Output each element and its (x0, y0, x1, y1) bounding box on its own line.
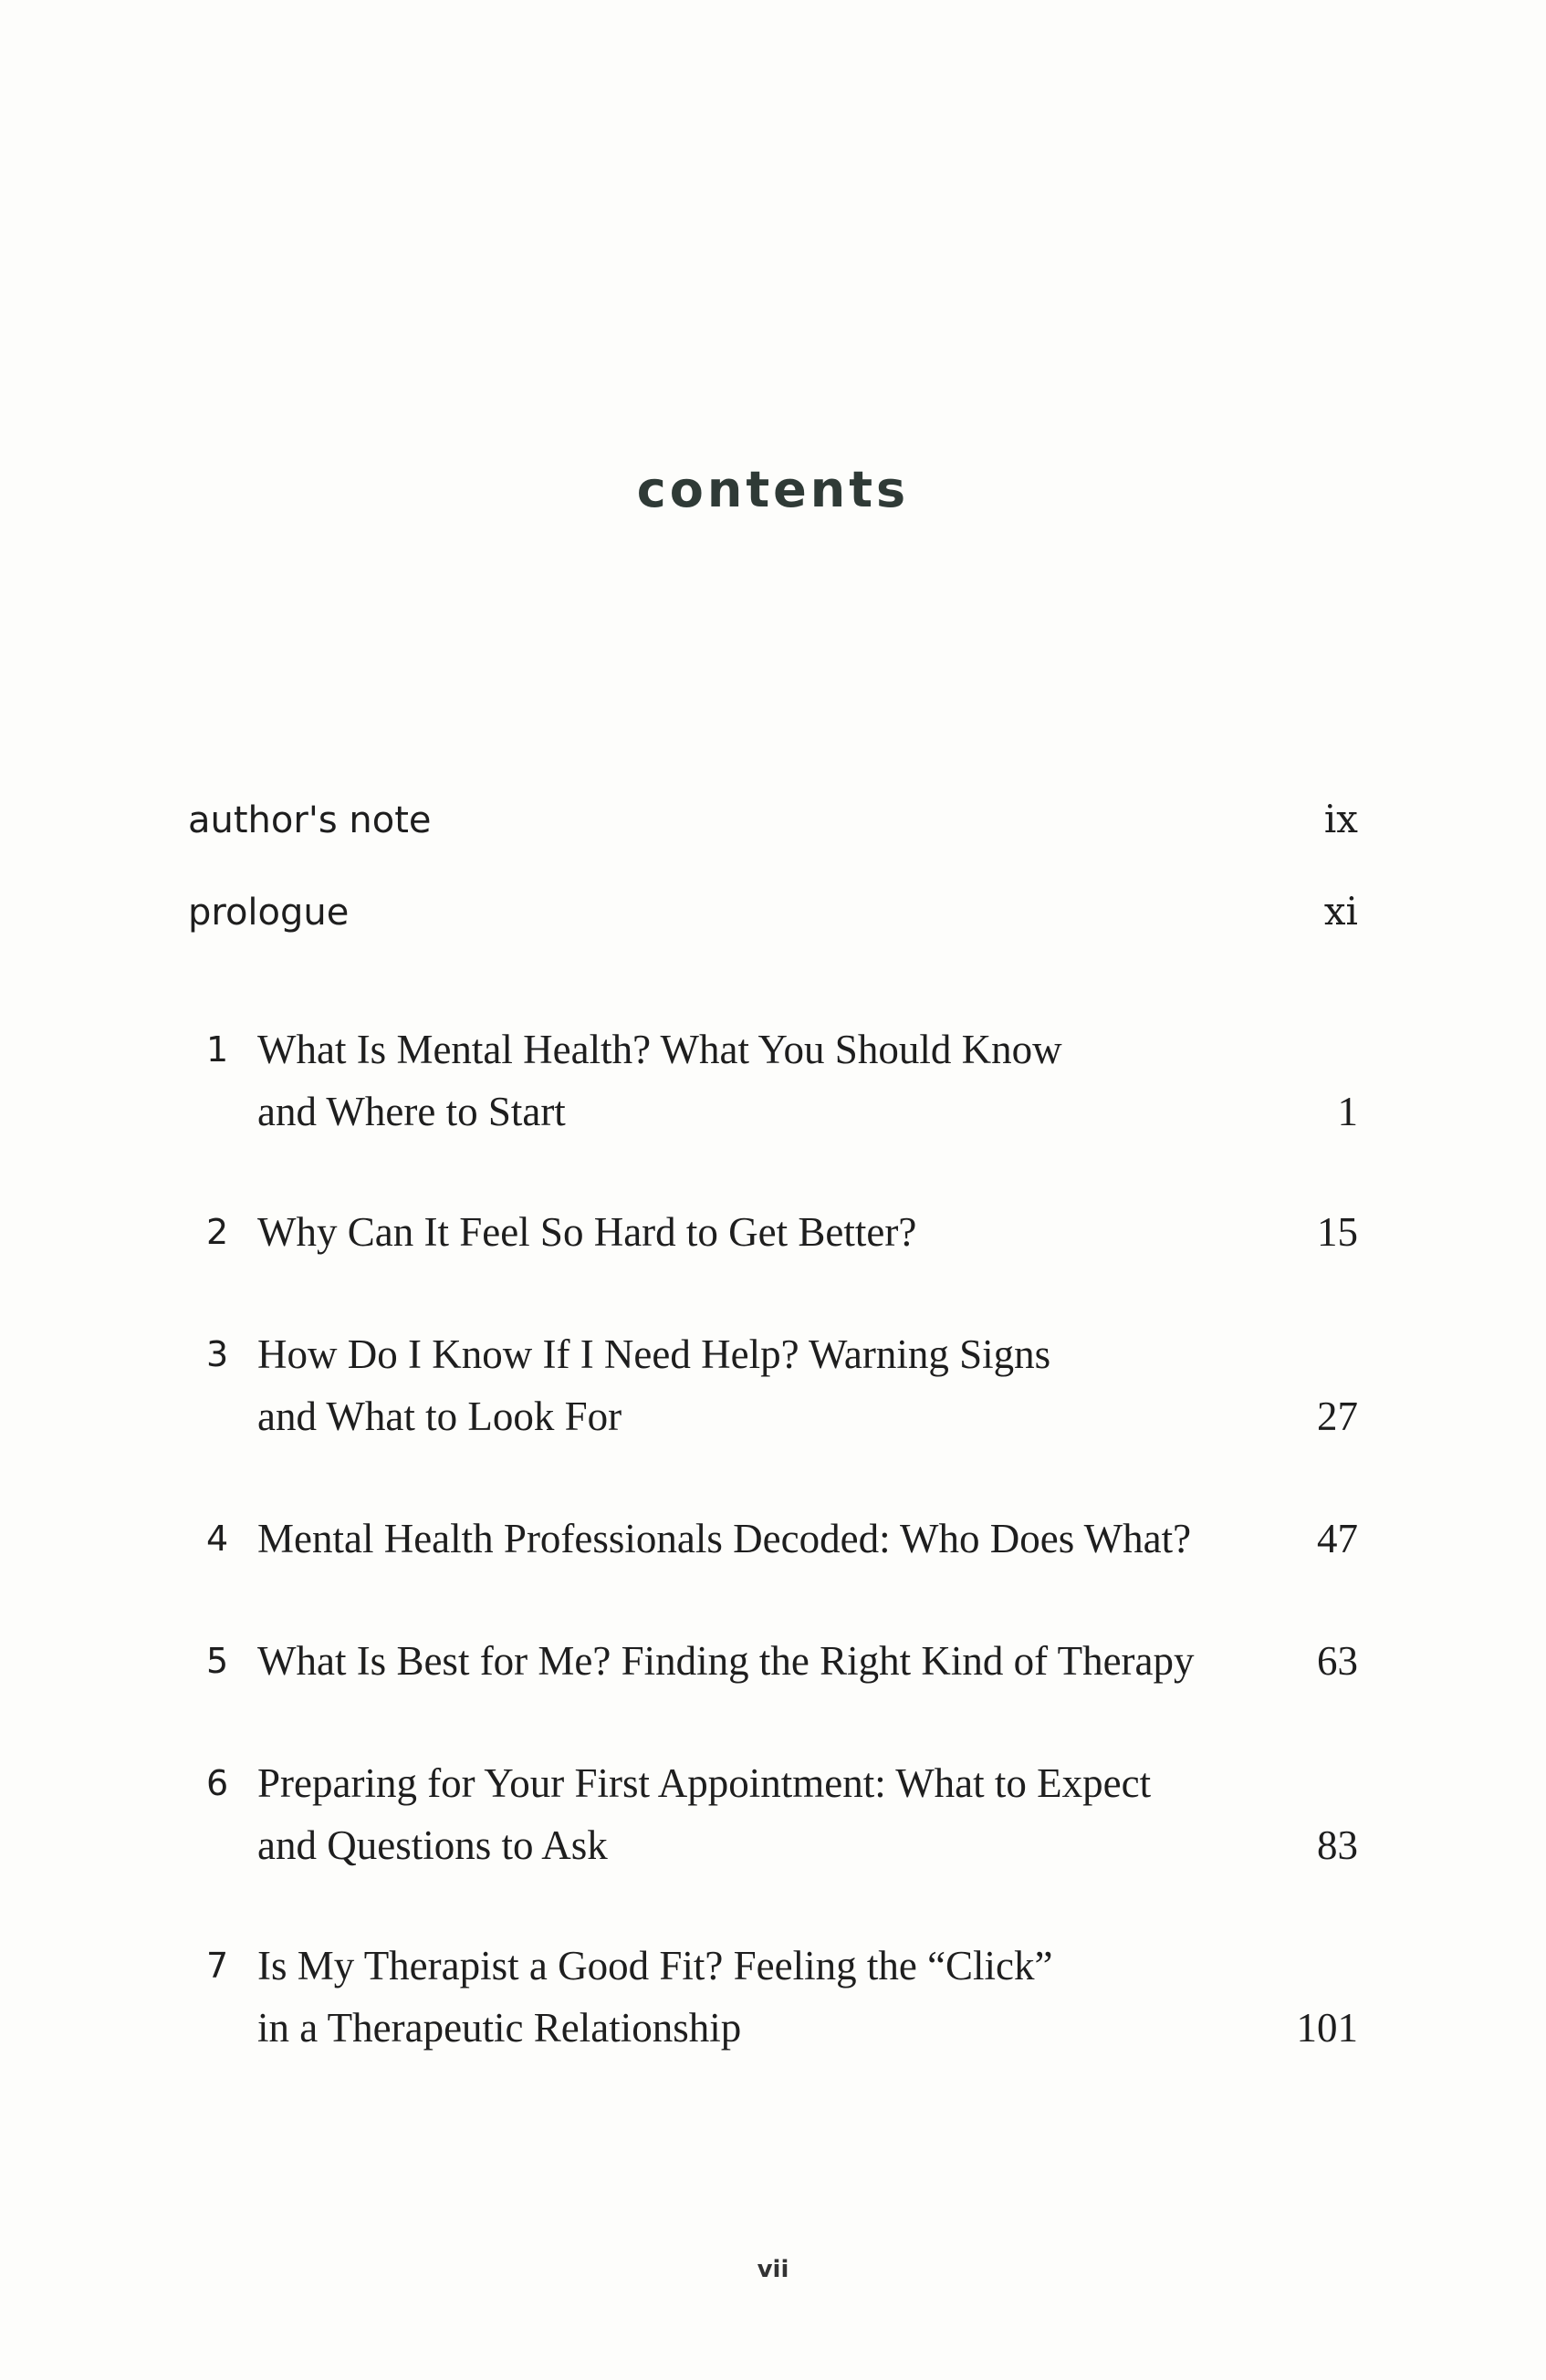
chapter-title-line: Is My Therapist a Good Fit? Feeling the “Click” (257, 1943, 1053, 1989)
toc-entry-prologue (188, 870, 1358, 934)
chapter-number: 6 (206, 1763, 229, 1803)
chapter-number: 3 (206, 1334, 229, 1374)
toc-chapter-2 (206, 1201, 1358, 1263)
chapter-title (257, 1323, 1289, 1447)
page-folio: vii (757, 2256, 789, 2283)
toc-chapter-4 (206, 1508, 1358, 1570)
chapter-page: 83 (1317, 1822, 1358, 1868)
chapter-title (257, 1508, 1289, 1570)
chapter-title (257, 1018, 1289, 1143)
chapter-page: 63 (1317, 1638, 1358, 1684)
toc-chapter-3 (206, 1323, 1358, 1447)
page-title: contents (636, 461, 910, 518)
chapter-title (257, 1752, 1289, 1876)
chapter-title (257, 1935, 1289, 2059)
chapter-title-line: Preparing for Your First Appointment: What to Expect (257, 1760, 1152, 1806)
chapter-title-line: and Questions to Ask (257, 1822, 608, 1868)
chapter-number: 5 (206, 1641, 229, 1681)
toc-chapter-1 (206, 1018, 1358, 1143)
chapter-title-line: and What to Look For (257, 1394, 622, 1439)
chapter-title-line: and Where to Start (257, 1089, 566, 1134)
toc-entry-authors-note (188, 778, 1358, 841)
chapter-number: 1 (206, 1029, 229, 1070)
toc-entry-label: author's note (188, 799, 432, 841)
toc-chapter-6 (206, 1752, 1358, 1876)
chapter-title-line: What Is Mental Health? What You Should Know (257, 1027, 1062, 1072)
chapter-title-line: What Is Best for Me? Finding the Right Kind of Therapy (257, 1638, 1195, 1684)
chapter-page: 101 (1296, 2005, 1358, 2051)
chapter-page: 15 (1317, 1209, 1358, 1255)
chapter-title-line: How Do I Know If I Need Help? Warning Signs (257, 1331, 1051, 1377)
chapter-title (257, 1630, 1289, 1692)
chapter-page: 1 (1337, 1089, 1358, 1134)
chapter-number: 4 (206, 1519, 229, 1559)
chapter-number: 2 (206, 1212, 229, 1252)
chapter-page: 27 (1317, 1394, 1358, 1439)
toc-chapter-7 (206, 1935, 1358, 2059)
chapter-title-line: in a Therapeutic Relationship (257, 2005, 742, 2051)
chapter-title-line: Mental Health Professionals Decoded: Who Does What? (257, 1516, 1192, 1561)
toc-entry-page: xi (1323, 889, 1358, 934)
toc-entry-page: ix (1323, 797, 1358, 841)
chapter-title (257, 1201, 1289, 1263)
chapter-title-line: Why Can It Feel So Hard to Get Better? (257, 1209, 917, 1255)
toc-chapter-5 (206, 1630, 1358, 1692)
toc-entry-label: prologue (188, 892, 350, 934)
chapter-number: 7 (206, 1946, 229, 1986)
chapter-page: 47 (1317, 1516, 1358, 1561)
